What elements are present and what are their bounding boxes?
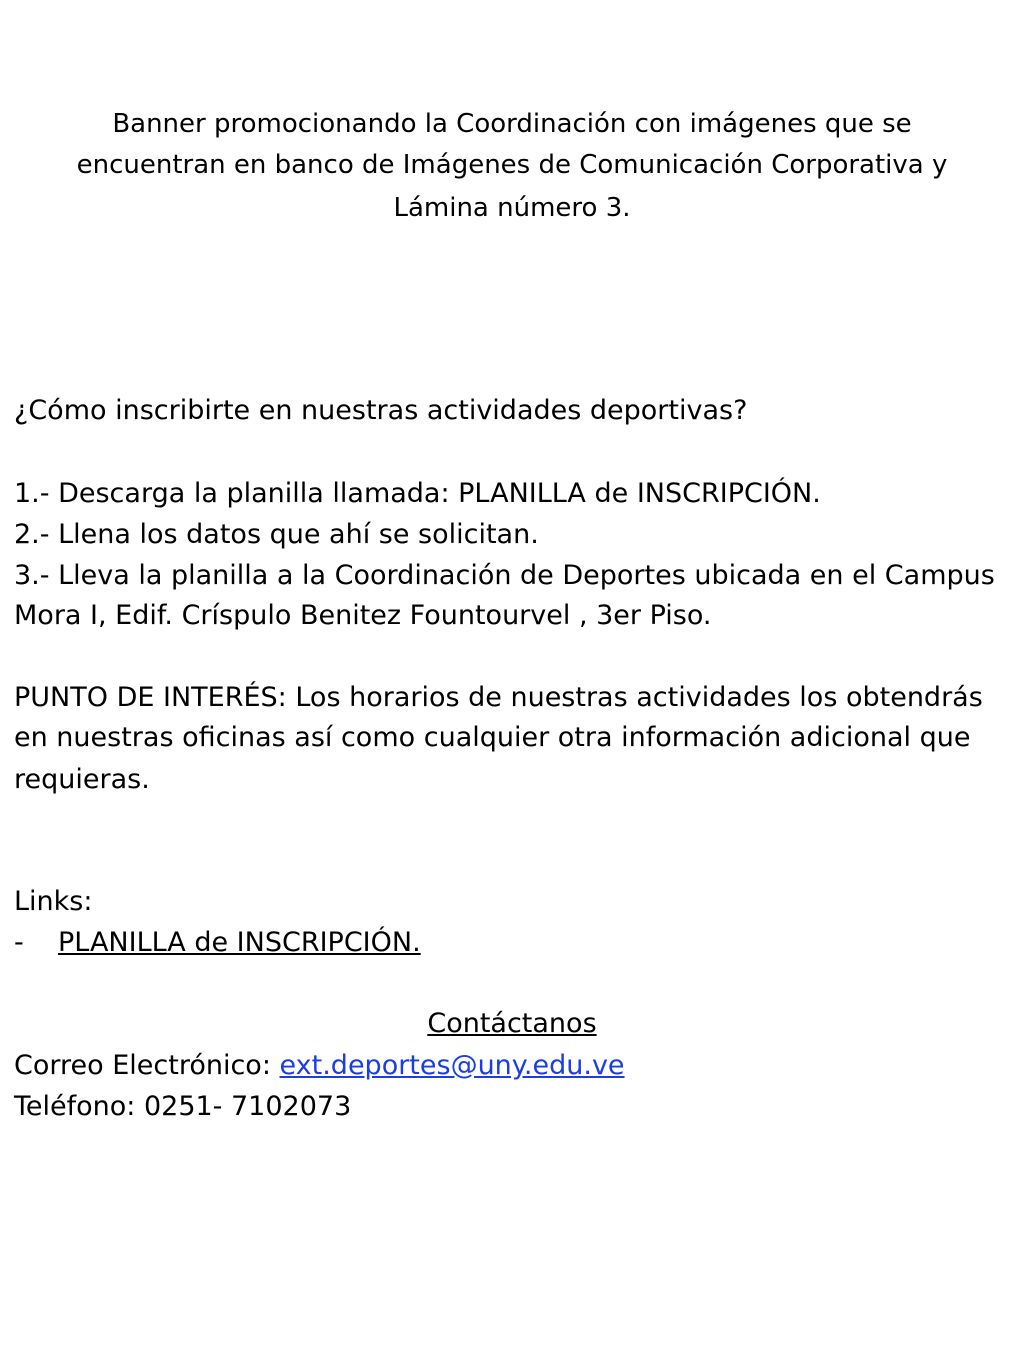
interest-line-1: PUNTO DE INTERÉS: Los horarios de nuestras actividades los obtendrás [14, 682, 983, 713]
registration-form-link[interactable]: PLANILLA de INSCRIPCIÓN. [58, 927, 421, 958]
phone-row: Teléfono: 0251- 7102073 [14, 1091, 352, 1122]
banner-note-line-2: encuentran en banco de Imágenes de Comunicación Corporativa y [76, 150, 948, 180]
email-link[interactable]: ext.deportes@uny.edu.ve [279, 1050, 625, 1081]
list-bullet: - [14, 927, 24, 958]
banner-note-line-1: Banner promocionando la Coordinación con imágenes que se [112, 109, 912, 139]
interest-line-3: requieras. [14, 764, 150, 795]
contact-heading [0, 1004, 1024, 1044]
email-row [14, 1046, 1014, 1086]
step-1: 1.- Descarga la planilla llamada: PLANILLA de INSCRIPCIÓN. [14, 478, 821, 509]
contact-heading-text: Contáctanos [427, 1008, 597, 1039]
interest-line-2: en nuestras oficinas así como cualquier otra información adicional que [14, 722, 971, 753]
links-label: Links: [14, 886, 93, 917]
step-3-line-2: Mora I, Edif. Críspulo Benitez Fountourvel , 3er Piso. [14, 600, 712, 631]
links-list-item [14, 923, 1014, 963]
step-3-line-1: 3.- Lleva la planilla a la Coordinación de Deportes ubicada en el Campus [14, 560, 995, 591]
registration-question: ¿Cómo inscribirte en nuestras actividades deportivas? [14, 395, 748, 426]
step-2: 2.- Llena los datos que ahí se solicitan. [14, 519, 539, 550]
email-label: Correo Electrónico: [14, 1050, 280, 1081]
banner-note-line-3: Lámina número 3. [393, 193, 631, 223]
